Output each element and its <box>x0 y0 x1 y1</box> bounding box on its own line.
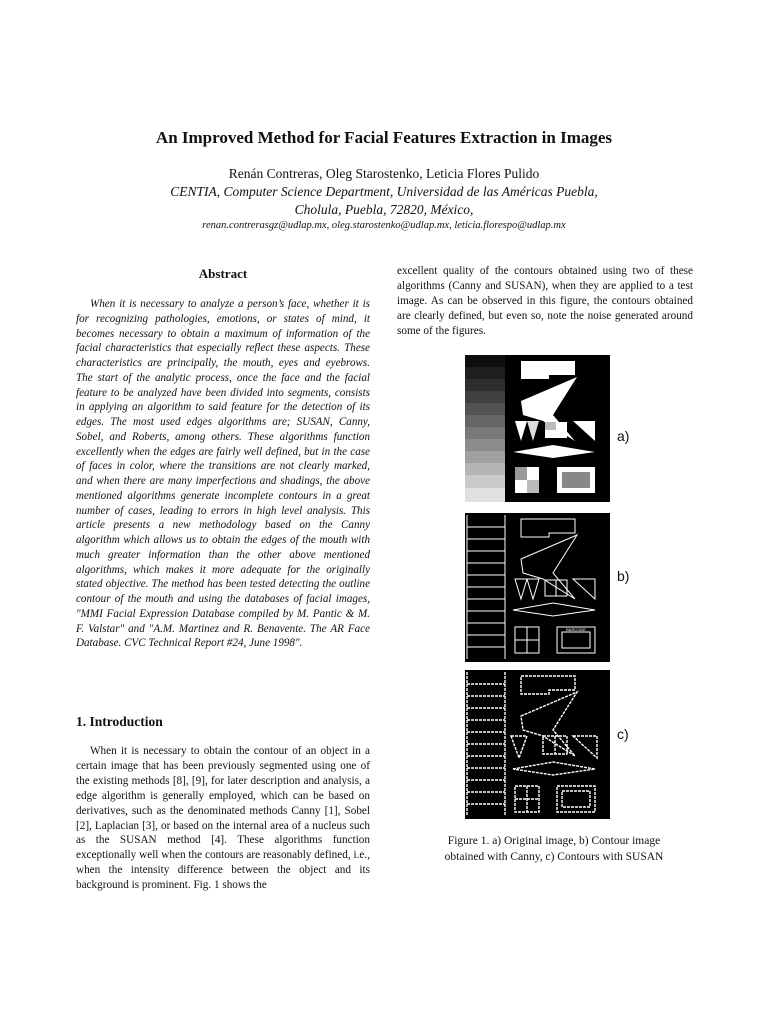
figure-susan-contour <box>465 670 610 819</box>
figure-caption-line-1: Figure 1. a) Original image, b) Contour image <box>447 835 661 847</box>
figure-caption <box>416 833 692 865</box>
introduction-heading: 1. Introduction <box>76 714 163 729</box>
figure-barcode-text: BARCODE <box>566 627 586 632</box>
figure-canny-contour <box>465 513 610 662</box>
figure-label-a: a) <box>617 428 630 444</box>
affiliation-line-2: Cholula, Puebla, 72820, México, <box>294 202 474 217</box>
paper-title: An Improved Method for Facial Features Extraction in Images <box>155 128 613 147</box>
right-column-text: excellent quality of the contours obtained using two of these algorithms (Canny and SUSAN), when they are applied to a test image. As can be observed in this figure, the contours obtained are clearly defined, but even so, note the noise generated around some of the figures. <box>397 265 693 337</box>
abstract-text: When it is necessary to analyze a person’s face, whether it is for recognizing pathologies, emotions, or states of mind, it becomes necessary to obtain a maximum of information of the facial characteristics that especially reflect these aspects. These characteristics are principally, the mouth, eyes and eyebrows. The start of the analytic process, once the face and the facial feature to be analyzed have been divided into segments, consists in applying an algorithm to said feature for the detection of its edges. The most used edges algorithms are; SUSAN, Canny, Sobel, and Roberts, among others. These algorithms function excellently when the edges are fairly well defined, but in the case of faces in color, where the transitions are not clearly marked, and when there are many imperfections and shadings, the above mentioned algorithms generate incomplete contours in a great number of cases, leading to errors in high level analysis. This article presents a new methodology based on the Canny algorithm which allows us to obtain the edges of the mouth with much greater information than the other above mentioned algorithms, which makes it more adequate for the originally stated objective. The method has been tested detecting the outline contour of the mouth and using the databases of facial images, "MMI Facial Expression Database compiled by M. Pantic & M. F. Valstar" and "A.M. Martinez and R. Benavente. The AR Face Database. CVC Technical Report #24, June 1998". <box>76 298 370 650</box>
author-emails: renan.contrerasgz@udlap.mx, oleg.starostenko@udlap.mx, leticia.florespo@udlap.mx <box>202 220 566 231</box>
figure-original-image <box>465 355 610 502</box>
introduction-text: When it is necessary to obtain the contour of an object in a certain image that has been previously segmented using one of the existing methods [8], [9], for later description and analysis, a edge algorithm is generally employed, which can be based on derivatives, such as the denominated methods Canny [1], Sobel [2], Laplacian [3], or based on the internal area of a nucleus such as the SUSAN method [4]. These algorithms function exceptionally well when the contours are reasonably defined, i.e., when the intensity difference between the object and its background is prominent. Fig. 1 shows the <box>76 745 370 892</box>
figure-label-c: c) <box>617 726 629 742</box>
affiliation-line-1: CENTIA, Computer Science Department, Universidad de las Américas Puebla, <box>170 184 598 199</box>
abstract-heading: Abstract <box>198 266 248 281</box>
figure-label-b: b) <box>617 568 630 584</box>
figure-panel-susan <box>465 670 610 819</box>
paper-authors: Renán Contreras, Oleg Starostenko, Leticia Flores Pulido <box>228 166 540 181</box>
figure-panel-canny <box>465 513 610 662</box>
figure-caption-line-2: obtained with Canny, c) Contours with SUSAN <box>444 851 664 863</box>
figure-panel-original <box>465 355 610 502</box>
